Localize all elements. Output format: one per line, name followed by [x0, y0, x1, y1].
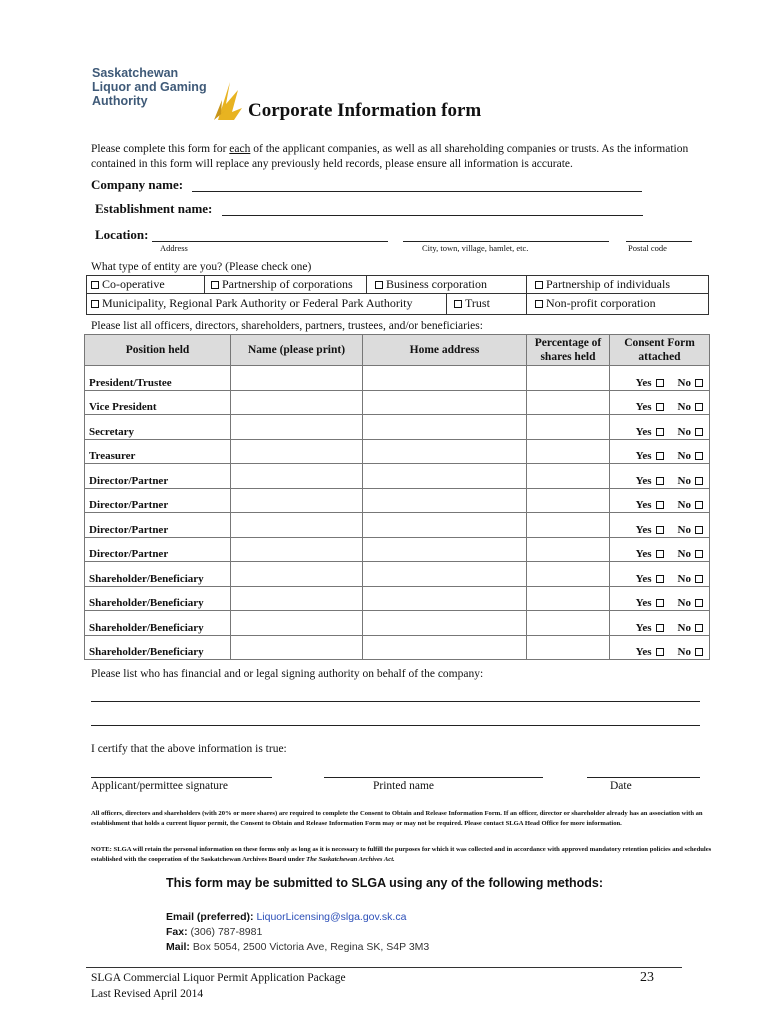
address-cell[interactable] [363, 635, 527, 660]
consent-cell [610, 537, 710, 562]
percentage-cell[interactable] [527, 513, 610, 538]
percentage-cell[interactable] [527, 415, 610, 440]
consent-cell [610, 513, 710, 538]
signing-authority-question: Please list who has financial and or legal signing authority on behalf of the company: [91, 668, 484, 680]
entity-option-non-profit[interactable]: Non-profit corporation [535, 296, 656, 311]
checkbox-icon[interactable] [656, 477, 664, 485]
position-cell: President/Trustee [85, 366, 231, 391]
checkbox-icon[interactable] [91, 281, 99, 289]
consent-cell [610, 611, 710, 636]
email-link[interactable]: LiquorLicensing@slga.gov.sk.ca [256, 911, 407, 923]
consent-no-option[interactable]: No [678, 597, 703, 609]
checkbox-icon[interactable] [695, 575, 703, 583]
name-cell[interactable] [231, 586, 363, 611]
footer-revision: Last Revised April 2014 [91, 988, 204, 1000]
position-cell: Shareholder/Beneficiary [85, 635, 231, 660]
signature-field[interactable] [91, 777, 272, 778]
signing-authority-line-1[interactable] [91, 701, 700, 702]
consent-cell [610, 464, 710, 489]
consent-cell [610, 366, 710, 391]
consent-yes-option[interactable]: Yes [636, 450, 664, 462]
checkbox-icon[interactable] [695, 501, 703, 509]
checkbox-icon[interactable] [695, 526, 703, 534]
consent-no-option[interactable]: No [678, 377, 703, 389]
postal-code-field[interactable] [626, 241, 692, 242]
header-name: Name (please print) [231, 335, 363, 366]
table-row [85, 366, 710, 391]
page-number: 23 [640, 970, 654, 985]
city-hint: City, town, village, hamlet, etc. [422, 243, 529, 253]
checkbox-icon[interactable] [695, 379, 703, 387]
company-name-label: Company name: [91, 177, 184, 192]
consent-yes-option[interactable]: Yes [636, 475, 664, 487]
position-cell: Vice President [85, 390, 231, 415]
entity-option-trust[interactable]: Trust [454, 296, 490, 311]
consent-yes-option[interactable]: Yes [636, 377, 664, 389]
position-cell: Director/Partner [85, 464, 231, 489]
table-row [85, 586, 710, 611]
checkbox-icon[interactable] [535, 281, 543, 289]
table-row [85, 635, 710, 660]
name-cell[interactable] [231, 513, 363, 538]
entity-option-business-corporation[interactable]: Business corporation [375, 277, 487, 292]
logo-flame-icon [212, 80, 242, 120]
consent-no-option[interactable]: No [678, 646, 703, 658]
entity-row-divider [86, 293, 708, 294]
officers-table [84, 334, 710, 660]
table-row [85, 390, 710, 415]
table-row [85, 611, 710, 636]
table-row [85, 415, 710, 440]
checkbox-icon[interactable] [695, 403, 703, 411]
checkbox-icon[interactable] [91, 300, 99, 308]
address-cell[interactable] [363, 415, 527, 440]
name-cell[interactable] [231, 488, 363, 513]
address-cell[interactable] [363, 366, 527, 391]
name-cell[interactable] [231, 611, 363, 636]
address-field[interactable] [152, 241, 388, 242]
consent-cell [610, 586, 710, 611]
name-cell[interactable] [231, 562, 363, 587]
name-cell[interactable] [231, 439, 363, 464]
consent-no-option[interactable]: No [678, 524, 703, 536]
checkbox-icon[interactable] [656, 403, 664, 411]
address-cell[interactable] [363, 537, 527, 562]
position-cell: Shareholder/Beneficiary [85, 611, 231, 636]
officers-list-label: Please list all officers, directors, shareholders, partners, trustees, and/or beneficiaries: [91, 320, 483, 332]
percentage-cell[interactable] [527, 439, 610, 464]
entity-option-municipality[interactable]: Municipality, Regional Park Authority or Federal Park Authority [91, 296, 413, 311]
checkbox-icon[interactable] [656, 599, 664, 607]
checkbox-icon[interactable] [656, 379, 664, 387]
consent-no-option[interactable]: No [678, 401, 703, 413]
position-cell: Treasurer [85, 439, 231, 464]
percentage-cell[interactable] [527, 366, 610, 391]
consent-no-option[interactable]: No [678, 548, 703, 560]
name-cell[interactable] [231, 415, 363, 440]
consent-no-option[interactable]: No [678, 622, 703, 634]
consent-cell [610, 488, 710, 513]
address-hint: Address [160, 243, 188, 253]
entity-option-partnership-corporations[interactable]: Partnership of corporations [211, 277, 353, 292]
consent-no-option[interactable]: No [678, 475, 703, 487]
officers-table-header [85, 335, 710, 366]
mail-contact: Mail: Box 5054, 2500 Victoria Ave, Regina SK, S4P 3M3 [166, 941, 430, 953]
establishment-name-field[interactable] [222, 215, 643, 216]
consent-no-option[interactable]: No [678, 499, 703, 511]
checkbox-icon[interactable] [695, 428, 703, 436]
percentage-cell[interactable] [527, 586, 610, 611]
position-cell: Shareholder/Beneficiary [85, 562, 231, 587]
printed-name-label: Printed name [373, 780, 434, 792]
checkbox-icon[interactable] [656, 526, 664, 534]
address-cell[interactable] [363, 586, 527, 611]
footer-package-title: SLGA Commercial Liquor Permit Application Package [91, 972, 346, 984]
establishment-name-label: Establishment name: [95, 201, 213, 216]
percentage-cell[interactable] [527, 488, 610, 513]
logo-line-3: Authority [92, 94, 148, 108]
logo-line-1: Saskatchewan [92, 66, 179, 80]
postal-code-hint: Postal code [628, 243, 667, 253]
consent-note: All officers, directors and shareholders (with 20% or more shares) are required to complete the Consent to Obtain and Release Information Form. If an officer, director or shareholder already has an association with an establishment that holds a current liquor permit, the Consent to Obtain and Release Information Form may or may not be required. Please contact SLGA Head Office for more information. [91, 810, 703, 827]
percentage-cell[interactable] [527, 390, 610, 415]
checkbox-icon[interactable] [695, 599, 703, 607]
consent-yes-option[interactable]: Yes [636, 548, 664, 560]
header-position: Position held [85, 335, 231, 366]
consent-no-option[interactable]: No [678, 573, 703, 585]
consent-cell [610, 562, 710, 587]
consent-no-option[interactable]: No [678, 450, 703, 462]
checkbox-icon[interactable] [535, 300, 543, 308]
checkbox-icon[interactable] [656, 452, 664, 460]
header-consent: Consent Form attached [610, 335, 710, 366]
table-row [85, 488, 710, 513]
checkbox-icon[interactable] [656, 624, 664, 632]
percentage-cell[interactable] [527, 562, 610, 587]
footer-divider [86, 967, 682, 968]
consent-yes-option[interactable]: Yes [636, 597, 664, 609]
fax-contact: Fax: (306) 787-8981 [166, 926, 263, 938]
position-cell: Shareholder/Beneficiary [85, 586, 231, 611]
checkbox-icon[interactable] [656, 428, 664, 436]
checkbox-icon[interactable] [454, 300, 462, 308]
consent-no-option[interactable]: No [678, 426, 703, 438]
percentage-cell[interactable] [527, 635, 610, 660]
name-cell[interactable] [231, 366, 363, 391]
checkbox-icon[interactable] [695, 648, 703, 656]
address-cell[interactable] [363, 513, 527, 538]
percentage-cell[interactable] [527, 611, 610, 636]
entity-divider [204, 275, 205, 293]
name-cell[interactable] [231, 635, 363, 660]
percentage-cell[interactable] [527, 537, 610, 562]
consent-yes-option[interactable]: Yes [636, 573, 664, 585]
email-contact: Email (preferred): LiquorLicensing@slga.gov.sk.ca [166, 911, 407, 923]
address-cell[interactable] [363, 562, 527, 587]
entity-divider [526, 275, 527, 314]
checkbox-icon[interactable] [656, 575, 664, 583]
consent-cell [610, 635, 710, 660]
printed-name-field[interactable] [324, 777, 543, 778]
address-cell[interactable] [363, 611, 527, 636]
date-label: Date [610, 780, 632, 792]
signing-authority-line-2[interactable] [91, 725, 700, 726]
table-row [85, 513, 710, 538]
logo-line-2: Liquor and Gaming [92, 80, 207, 94]
header-address: Home address [363, 335, 527, 366]
header-percentage: Percentage of shares held [527, 335, 610, 366]
location-label: Location: [95, 227, 149, 242]
entity-option-cooperative[interactable]: Co-operative [91, 277, 165, 292]
name-cell[interactable] [231, 537, 363, 562]
certify-statement: I certify that the above information is true: [91, 743, 287, 755]
address-cell[interactable] [363, 439, 527, 464]
consent-yes-option[interactable]: Yes [636, 499, 664, 511]
table-row [85, 464, 710, 489]
position-cell: Secretary [85, 415, 231, 440]
company-name-field[interactable] [192, 191, 642, 192]
checkbox-icon[interactable] [375, 281, 383, 289]
position-cell: Director/Partner [85, 537, 231, 562]
page-title: Corporate Information form [248, 100, 482, 121]
entity-divider [366, 275, 367, 293]
address-cell[interactable] [363, 464, 527, 489]
consent-yes-option[interactable]: Yes [636, 426, 664, 438]
signature-label: Applicant/permittee signature [91, 780, 228, 792]
date-field[interactable] [587, 777, 700, 778]
intro-text: Please complete this form for each of the applicant companies, as well as all shareholding companies or trusts. As the information contained in this form will replace any previously held records, please ensure all information is accurate. [91, 143, 689, 170]
entity-divider [446, 293, 447, 314]
consent-yes-option[interactable]: Yes [636, 622, 664, 634]
address-cell[interactable] [363, 488, 527, 513]
consent-cell [610, 390, 710, 415]
retention-note: NOTE: SLGA will retain the personal information on these forms only as long as it is necessary to fulfill the purposes for which it was collected and in accordance with approved mandatory retention policies and schedules established with the cooperation of the Saskatchewan Archives Board under The Saskatchewan Archives Act. [91, 846, 712, 863]
consent-cell [610, 439, 710, 464]
checkbox-icon[interactable] [656, 501, 664, 509]
entity-type-question: What type of entity are you? (Please check one) [91, 261, 312, 273]
checkbox-icon[interactable] [656, 648, 664, 656]
consent-cell [610, 415, 710, 440]
consent-yes-option[interactable]: Yes [636, 646, 664, 658]
checkbox-icon[interactable] [211, 281, 219, 289]
consent-yes-option[interactable]: Yes [636, 401, 664, 413]
entity-option-partnership-individuals[interactable]: Partnership of individuals [535, 277, 670, 292]
checkbox-icon[interactable] [656, 550, 664, 558]
percentage-cell[interactable] [527, 464, 610, 489]
checkbox-icon[interactable] [695, 452, 703, 460]
position-cell: Director/Partner [85, 513, 231, 538]
name-cell[interactable] [231, 464, 363, 489]
table-row [85, 439, 710, 464]
submission-heading: This form may be submitted to SLGA using any of the following methods: [166, 876, 604, 890]
table-row [85, 562, 710, 587]
name-cell[interactable] [231, 390, 363, 415]
checkbox-icon[interactable] [695, 624, 703, 632]
address-cell[interactable] [363, 390, 527, 415]
consent-yes-option[interactable]: Yes [636, 524, 664, 536]
position-cell: Director/Partner [85, 488, 231, 513]
city-field[interactable] [403, 241, 609, 242]
checkbox-icon[interactable] [695, 550, 703, 558]
table-row [85, 537, 710, 562]
checkbox-icon[interactable] [695, 477, 703, 485]
